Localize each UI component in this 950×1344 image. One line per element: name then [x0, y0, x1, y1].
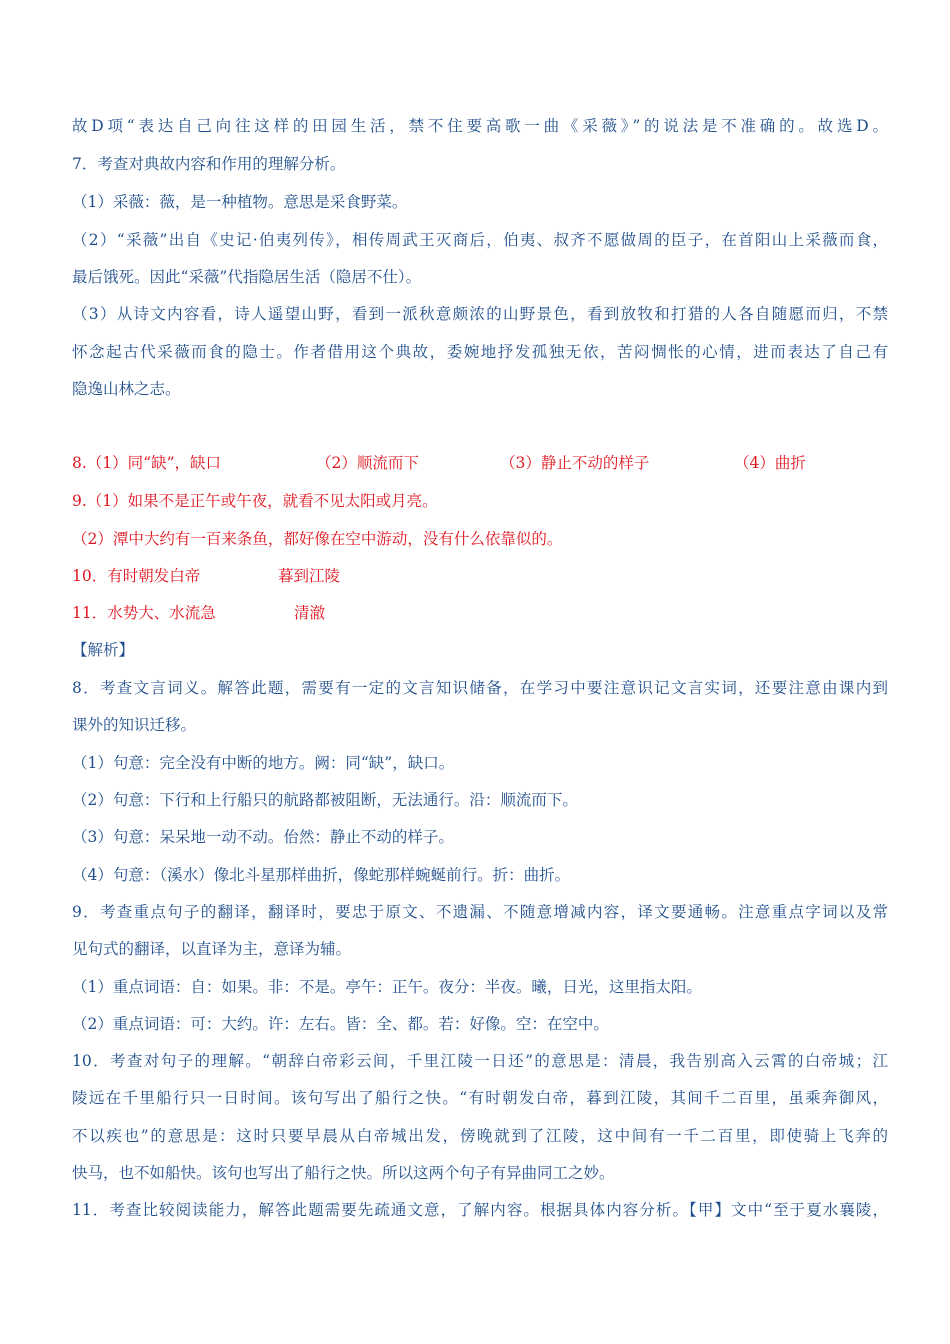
text-line: 怀念起古代采薇而食的隐士。作者借用这个典故，委婉地抒发孤独无依，苦闷惆怅的心情，进而表达了自己有 — [72, 343, 888, 361]
text-line: （1）采薇：薇，是一种植物。意思是采食野菜。 — [72, 193, 408, 211]
answer-q11 — [72, 602, 888, 624]
text-line: 故D项“表达自己向往这样的田园生活，禁不住要高歌一曲《采薇》”的说法是不准确的。故选D。 — [72, 117, 888, 135]
analysis-line: （1）重点词语：自：如果。非：不是。亭午：正午。夜分：半夜。曦，日光，这里指太阳。 — [72, 978, 702, 996]
answer-q10 — [72, 565, 888, 587]
answer-q8-1: 8.（1）同“缺”，缺口 — [72, 454, 221, 472]
analysis-line: 9．考查重点句子的翻译，翻译时，要忠于原文、不遗漏、不随意增减内容，译文要通畅。注意重点字词以及常 — [72, 903, 888, 921]
text-line: （2）“采薇”出自《史记·伯夷列传》，相传周武王灭商后，伯夷、叔齐不愿做周的臣子，在首阳山上采薇而食， — [72, 231, 888, 249]
text-line: 隐逸山林之志。 — [72, 380, 181, 398]
analysis-line: （2）句意：下行和上行船只的航路都被阻断，无法通行。沿：顺流而下。 — [72, 791, 578, 809]
analysis-line: （3）句意：呆呆地一动不动。佁然：静止不动的样子。 — [72, 828, 454, 846]
analysis-line: 见句式的翻译，以直译为主，意译为辅。 — [72, 940, 352, 958]
answer-q8 — [72, 452, 888, 474]
answer-q11-2: 清澈 — [294, 604, 326, 622]
answer-q9-2: （2）潭中大约有一百来条鱼，都好像在空中游动，没有什么依靠似的。 — [72, 530, 563, 548]
answer-q10-2: 暮到江陵 — [278, 567, 341, 585]
analysis-line: 10．考查对句子的理解。“朝辞白帝彩云间，千里江陵一日还”的意思是：清晨，我告别高入云霄的白帝城；江 — [72, 1052, 888, 1070]
analysis-line: 8．考查文言词义。解答此题，需要有一定的文言知识储备，在学习中要注意识记文言实词，还要注意由课内到 — [72, 679, 888, 697]
analysis-line: （1）句意：完全没有中断的地方。阙：同“缺”，缺口。 — [72, 754, 455, 772]
answer-q8-4: （4）曲折 — [734, 454, 806, 472]
analysis-line: （4）句意：（溪水）像北斗星那样曲折，像蛇那样蜿蜒前行。折：曲折。 — [72, 866, 571, 884]
text-line: 最后饿死。因此“采薇”代指隐居生活（隐居不仕）。 — [72, 268, 422, 286]
analysis-line: 陵远在千里船行只一日时间。该句写出了船行之快。“有时朝发白帝，暮到江陵，其间千二百里，虽乘奔御风， — [72, 1089, 888, 1107]
analysis-line: 快马，也不如船快。该句也写出了船行之快。所以这两个句子有异曲同工之妙。 — [72, 1164, 615, 1182]
analysis-line: 不以疾也”的意思是：这时只要早晨从白帝城出发，傍晚就到了江陵，这中间有一千二百里，即使骑上飞奔的 — [72, 1127, 888, 1145]
analysis-heading: 【解析】 — [72, 641, 135, 659]
text-line: （3）从诗文内容看，诗人遥望山野，看到一派秋意颇浓的山野景色，看到放牧和打猎的人各自随愿而归，不禁 — [72, 305, 888, 323]
analysis-line: （2）重点词语：可：大约。许：左右。皆：全、都。若：好像。空：在空中。 — [72, 1015, 609, 1033]
answer-q9-1: 9.（1）如果不是正午或午夜，就看不见太阳或月亮。 — [72, 492, 438, 510]
analysis-line: 课外的知识迁移。 — [72, 716, 197, 734]
text-line: 7．考查对典故内容和作用的理解分析。 — [72, 155, 346, 173]
analysis-line: 11．考查比较阅读能力，解答此题需要先疏通文意，了解内容。根据具体内容分析。【甲】文中“至于夏水襄陵， — [72, 1201, 888, 1219]
answer-q8-3: （3）静止不动的样子 — [500, 454, 650, 472]
answer-q10-1: 10．有时朝发白帝 — [72, 567, 201, 585]
answer-q8-2: （2）顺流而下 — [316, 454, 419, 472]
answer-q11-1: 11．水势大、水流急 — [72, 604, 216, 622]
